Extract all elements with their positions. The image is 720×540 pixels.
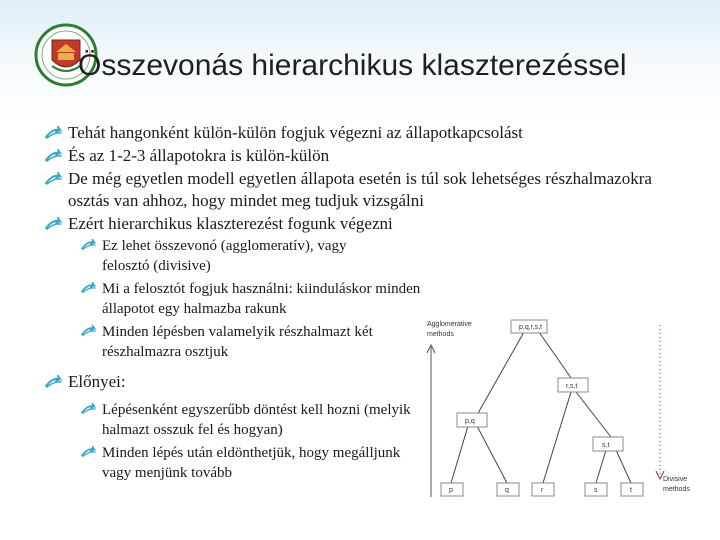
- leaf-q-label: q: [505, 487, 509, 494]
- sub-bullet-item: [80, 443, 412, 483]
- edge-root-rst: [539, 332, 571, 378]
- arrow-bullet-icon: [80, 402, 98, 416]
- arrow-bullet-icon: [44, 125, 64, 141]
- sub-bullet-list: [44, 236, 421, 362]
- leaf-r-label: r: [541, 487, 544, 494]
- bullet-item: [44, 122, 684, 144]
- bullet-text: És az 1-2-3 állapotokra is külön-külön: [68, 146, 330, 165]
- edge-rst-r: [543, 392, 571, 483]
- node-rst-label: r,s,t: [566, 383, 578, 390]
- leaf-p-label: p: [449, 487, 453, 494]
- arrow-bullet-icon: [44, 148, 64, 164]
- sub-bullet-item: [80, 279, 424, 319]
- dendrogram-diagram: [421, 315, 697, 501]
- agglomerative-label-line2: methods: [427, 331, 454, 338]
- divisive-label-line1: Divisive: [663, 476, 688, 483]
- sub-bullet-text: Minden lépés után eldönthetjük, hogy megálljunk vagy menjünk tovább: [102, 445, 401, 481]
- sub-bullet-text: Mi a felosztót fogjuk használni: kiinduláskor minden állapotot egy halmazba rakunk: [102, 281, 421, 317]
- node-pq-label: p,q: [465, 418, 475, 425]
- dendrogram-edges: [451, 332, 631, 483]
- bullet-item: [44, 145, 684, 167]
- edge-pq-q: [477, 426, 507, 483]
- bullet-item: [44, 168, 684, 212]
- node-st-label: s,t: [602, 442, 610, 449]
- sub-bullet-item: [80, 236, 386, 276]
- arrow-bullet-icon: [44, 171, 64, 187]
- sub-bullet-item: [80, 322, 402, 362]
- advantages-label: Előnyei:: [68, 372, 126, 391]
- bullet-text: Ezért hierarchikus klaszterezést fogunk végezni: [68, 214, 393, 233]
- bullet-text: Tehát hangonként külön-külön fogjuk végezni az állapotkapcsolást: [68, 123, 523, 142]
- edge-rst-st: [576, 392, 611, 437]
- bullet-text: De még egyetlen modell egyetlen állapota esetén is túl sok lehetséges részhalmazokra osztás van ahhoz, hogy mindet meg tudjuk vizsgálni: [68, 169, 652, 210]
- edge-root-pq: [477, 332, 524, 415]
- edge-st-t: [616, 450, 631, 483]
- edge-st-s: [596, 450, 606, 483]
- sub-bullet-text: Ez lehet összevonó (agglomeratív), vagy felosztó (divisive): [102, 238, 347, 274]
- bullet-item: [44, 213, 684, 235]
- leaf-t-label: t: [630, 487, 632, 494]
- arrow-bullet-icon: [44, 374, 64, 390]
- leaf-s-label: s: [594, 487, 598, 494]
- arrow-bullet-icon: [80, 324, 98, 338]
- sub-bullet-list: [44, 400, 416, 483]
- arrow-bullet-icon: [80, 281, 98, 295]
- divisive-label-line2: methods: [663, 486, 690, 493]
- node-root-label: p,q,r,s,t: [519, 324, 542, 331]
- edge-pq-p: [451, 426, 468, 483]
- slide-title: Összevonás hierarchikus klaszterezéssel: [78, 49, 627, 82]
- arrow-bullet-icon: [80, 238, 98, 252]
- arrow-bullet-icon: [44, 216, 64, 232]
- agglomerative-label-line1: Agglomerative: [427, 321, 472, 328]
- arrow-bullet-icon: [80, 445, 98, 459]
- sub-bullet-text: Minden lépésben valamelyik részhalmazt két részhalmazra osztjuk: [102, 324, 373, 360]
- sub-bullet-item: [80, 400, 416, 440]
- sub-bullet-text: Lépésenként egyszerűbb döntést kell hozni (melyik halmazt osszuk fel és hogyan): [102, 402, 411, 438]
- leaf-t: [621, 483, 643, 496]
